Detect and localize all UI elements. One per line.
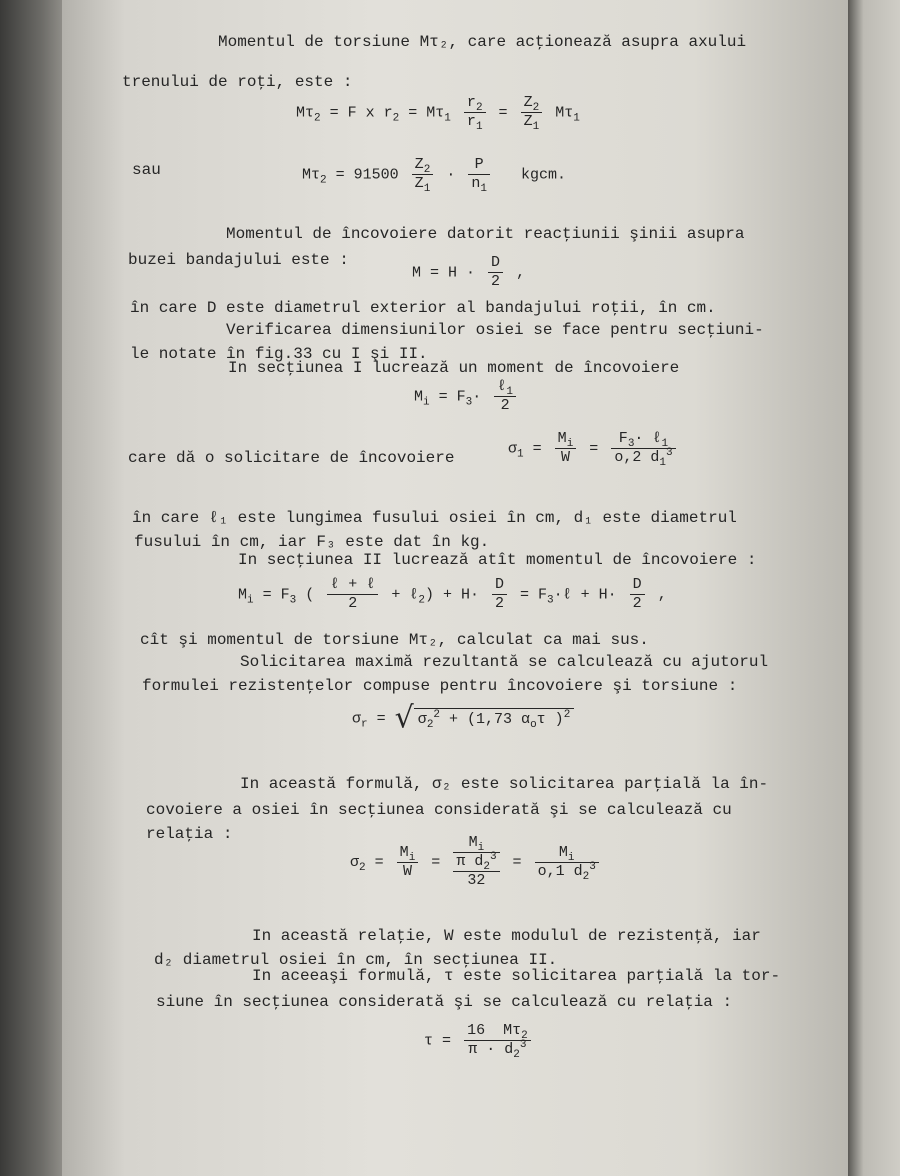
text-line-6: Verificarea dimensiunilor osiei se face pentru secţiuni- bbox=[226, 321, 764, 339]
text-line-20: d₂ diametrul osiei în cm, în secţiunea II. bbox=[154, 951, 558, 969]
formula-bending-stress-i: $\sigma_1$ = $\frac{M_i}{W}$ = $\frac{F_3\cdot \ell_1}{o,2 d_1^3}$ bbox=[508, 430, 680, 467]
formula-section-i-moment: $M_i = F_3\cdot$ $\frac{\ell_1}{2}$ bbox=[414, 378, 520, 415]
text-line-21: In aceeaşi formulă, τ este solicitarea parţială la tor- bbox=[252, 967, 781, 985]
text-line-8: In secţiunea I lucrează un moment de încovoiere bbox=[228, 359, 680, 377]
text-line-5: în care D este diametrul exterior al bandajului roţii, în cm. bbox=[130, 299, 716, 317]
formula-resultant-stress: $\sigma_r$ = √ $\sigma_2^2 + (1,73$ $\alpha_o\tau$ )$^2$ bbox=[352, 708, 574, 729]
text-line-7: le notate în fig.33 cu I şi II. bbox=[130, 345, 428, 363]
text-line-14: Solicitarea maximă rezultantă se calculează cu ajutorul bbox=[240, 653, 769, 671]
formula-section-ii-moment: $M_i = F_3$ ( $\frac{\text{ℓ + ℓ}}{2}$ + ℓ$_2$) + H· $\frac{D}{2}$ = $F_3\cdot\ell + H\cdot$ $\frac{D}{2}$ , bbox=[238, 576, 667, 612]
formula-torsion-moment-numeric: $M\tau_2 = 91500$ $\frac{Z_2}{Z_1}$ · $\frac{P}{n_1}$ kgcm. bbox=[302, 156, 566, 195]
text-line-12: In secţiunea II lucrează atît momentul de încovoiere : bbox=[238, 551, 757, 569]
adjacent-page-edge bbox=[848, 0, 900, 1176]
formula-torsion-moment: $M\tau_2 = F$ x $r_2 = M\tau_1$ $\frac{r_2}{r_1}$ = $\frac{Z_2}{Z_1}$ $M\tau_1$ bbox=[296, 94, 580, 133]
text-line-19: In această relaţie, W este modulul de rezistenţă, iar bbox=[252, 927, 761, 945]
page-content bbox=[62, 0, 852, 1176]
text-line-17: covoiere a osiei în secţiunea considerată şi se calculează cu bbox=[146, 801, 732, 819]
text-line-10: în care ℓ₁ este lungimea fusului osiei în cm, d₁ este diametrul bbox=[132, 509, 737, 527]
text-line-16: In această formulă, σ₂ este solicitarea parţială la în- bbox=[240, 775, 769, 793]
text-line-15: formulei rezistenţelor compuse pentru încovoiere şi torsiune : bbox=[142, 677, 738, 695]
formula-partial-bending-stress: $\sigma_2$ = $\frac{M_i}{W}$ = $M_i$ π $d_2^3$ 32 = $\frac{M_i}{o,1 d_2^3}$ bbox=[350, 834, 603, 890]
text-line-9: care dă o solicitare de încovoiere bbox=[128, 449, 455, 467]
text-line-3: Momentul de încovoiere datorit reacţiunii şinii asupra bbox=[226, 225, 745, 243]
text-line-18: relaţia : bbox=[146, 825, 233, 843]
left-binding-shadow bbox=[0, 0, 70, 1176]
text-line-4: buzei bandajului este : bbox=[128, 251, 349, 269]
text-sau: sau bbox=[132, 161, 161, 179]
text-line-13: cît şi momentul de torsiune Mτ₂, calculat ca mai sus. bbox=[140, 631, 649, 649]
text-line-1: Momentul de torsiune Mτ₂, care acţionează asupra axului bbox=[218, 33, 747, 51]
text-line-11: fusului în cm, iar F₃ este dat în kg. bbox=[134, 533, 490, 551]
text-line-22: siune în secţiunea considerată şi se calculează cu relaţia : bbox=[156, 993, 733, 1011]
formula-bending-moment: M = H · $\frac{D}{2}$ , bbox=[412, 254, 526, 290]
document-page bbox=[62, 0, 852, 1176]
formula-torsion-stress: τ = $\frac{16 M\tau_2}{\pi \cdot d_2^3}$ bbox=[424, 1022, 535, 1059]
text-line-2: trenului de roţi, este : bbox=[122, 73, 353, 91]
